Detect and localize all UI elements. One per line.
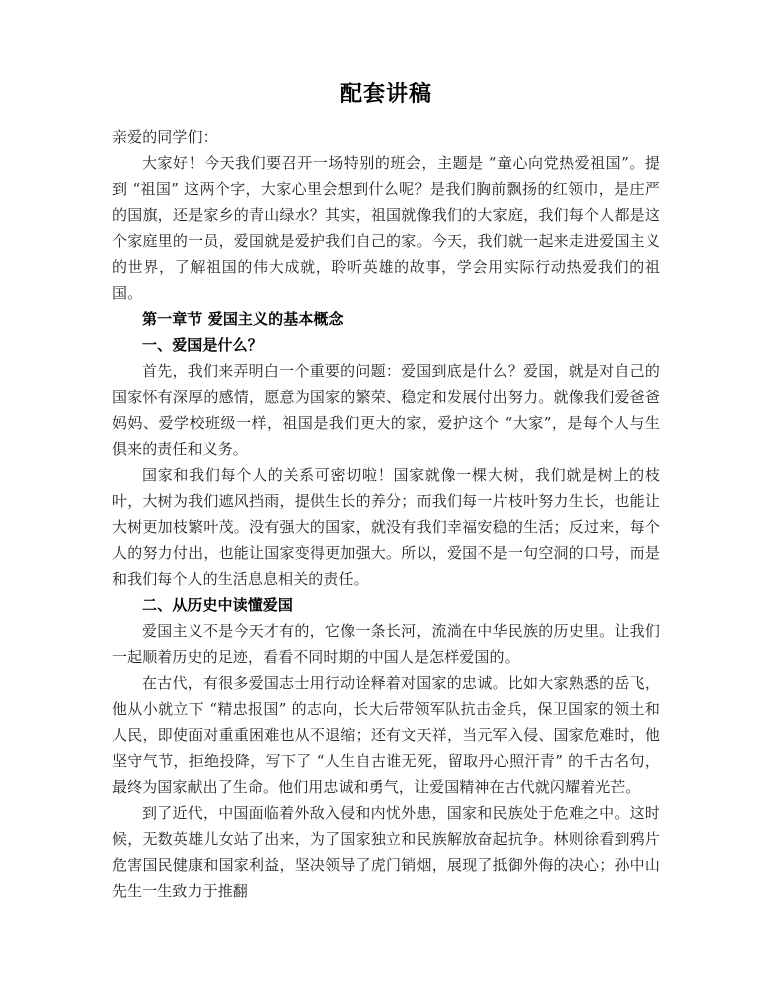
section-heading-chapter-one: 第一章节 爱国主义的基本概念 [142, 310, 344, 328]
document-body [112, 78, 660, 904]
paragraph-tree-metaphor: 国家和我们每个人的关系可密切啦！国家就像一棵大树，我们就是树上的枝叶，大树为我们遮风挡雨，提供生长的养分；而我们每一片枝叶努力生长，也能让大树更加枝繁叶茂。没有强大的国家，就没有我们幸福安稳的生活；反过来，每个人的努力付出，也能让国家变得更加强大。所以，爱国不是一句空洞的口号，而是和我们每个人的生活息息相关的责任。 [112, 466, 660, 588]
paragraph-modern-times: 到了近代，中国面临着外敌入侵和内忧外患，国家和民族处于危难之中。这时候，无数英雄儿女站了出来，为了国家独立和民族解放奋起抗争。林则徐看到鸦片危害国民健康和国家利益，坚决领导了虎门销烟，展现了抵御外侮的决心；孙中山先生一生致力于推翻 [112, 804, 660, 900]
paragraph-ancient-times: 在古代，有很多爱国志士用行动诠释着对国家的忠诚。比如大家熟悉的岳飞，他从小就立下 “精忠报国” 的志向，长大后带领军队抗击金兵，保卫国家的领土和人民，即使面对重重困难也从不退缩；还有文天祥，当元军入侵、国家危难时，他坚守气节，拒绝投降，写下了 “人生自古谁无死，留取丹心照汗青” 的千古名句，最终为国家献出了生命。他们用忠诚和勇气，让爱国精神在古代就闪耀着光芒。 [112, 674, 660, 796]
salutation: 亲爱的同学们： [112, 128, 218, 146]
subsection-heading-what-is-patriotism: 一、爱国是什么？ [142, 336, 263, 354]
page-title: 配套讲稿 [339, 81, 432, 107]
paragraph-opening: 大家好！今天我们要召开一场特别的班会，主题是 “童心向党热爱祖国”。提到 “祖国” 这两个字，大家心里会想到什么呢？是我们胸前飘扬的红领巾，是庄严的国旗，还是家乡的青山绿水？其实，祖国就像我们的大家庭，我们每个人都是这个家庭里的一员，爱国就是爱护我们自己的家。今天，我们就一起来走进爱国主义的世界，了解祖国的伟大成就，聆听英雄的故事，学会用实际行动热爱我们的祖国。 [112, 154, 660, 302]
paragraph-history-intro: 爱国主义不是今天才有的，它像一条长河，流淌在中华民族的历史里。让我们一起顺着历史的足迹，看看不同时期的中国人是怎样爱国的。 [112, 622, 660, 666]
paragraph-definition: 首先，我们来弄明白一个重要的问题：爱国到底是什么？爱国，就是对自己的国家怀有深厚的感情，愿意为国家的繁荣、稳定和发展付出努力。就像我们爱爸爸妈妈、爱学校班级一样，祖国是我们更大的家，爱护这个 “大家”，是每个人与生俱来的责任和义务。 [112, 362, 660, 458]
subsection-heading-history: 二、从历史中读懂爱国 [142, 596, 294, 614]
